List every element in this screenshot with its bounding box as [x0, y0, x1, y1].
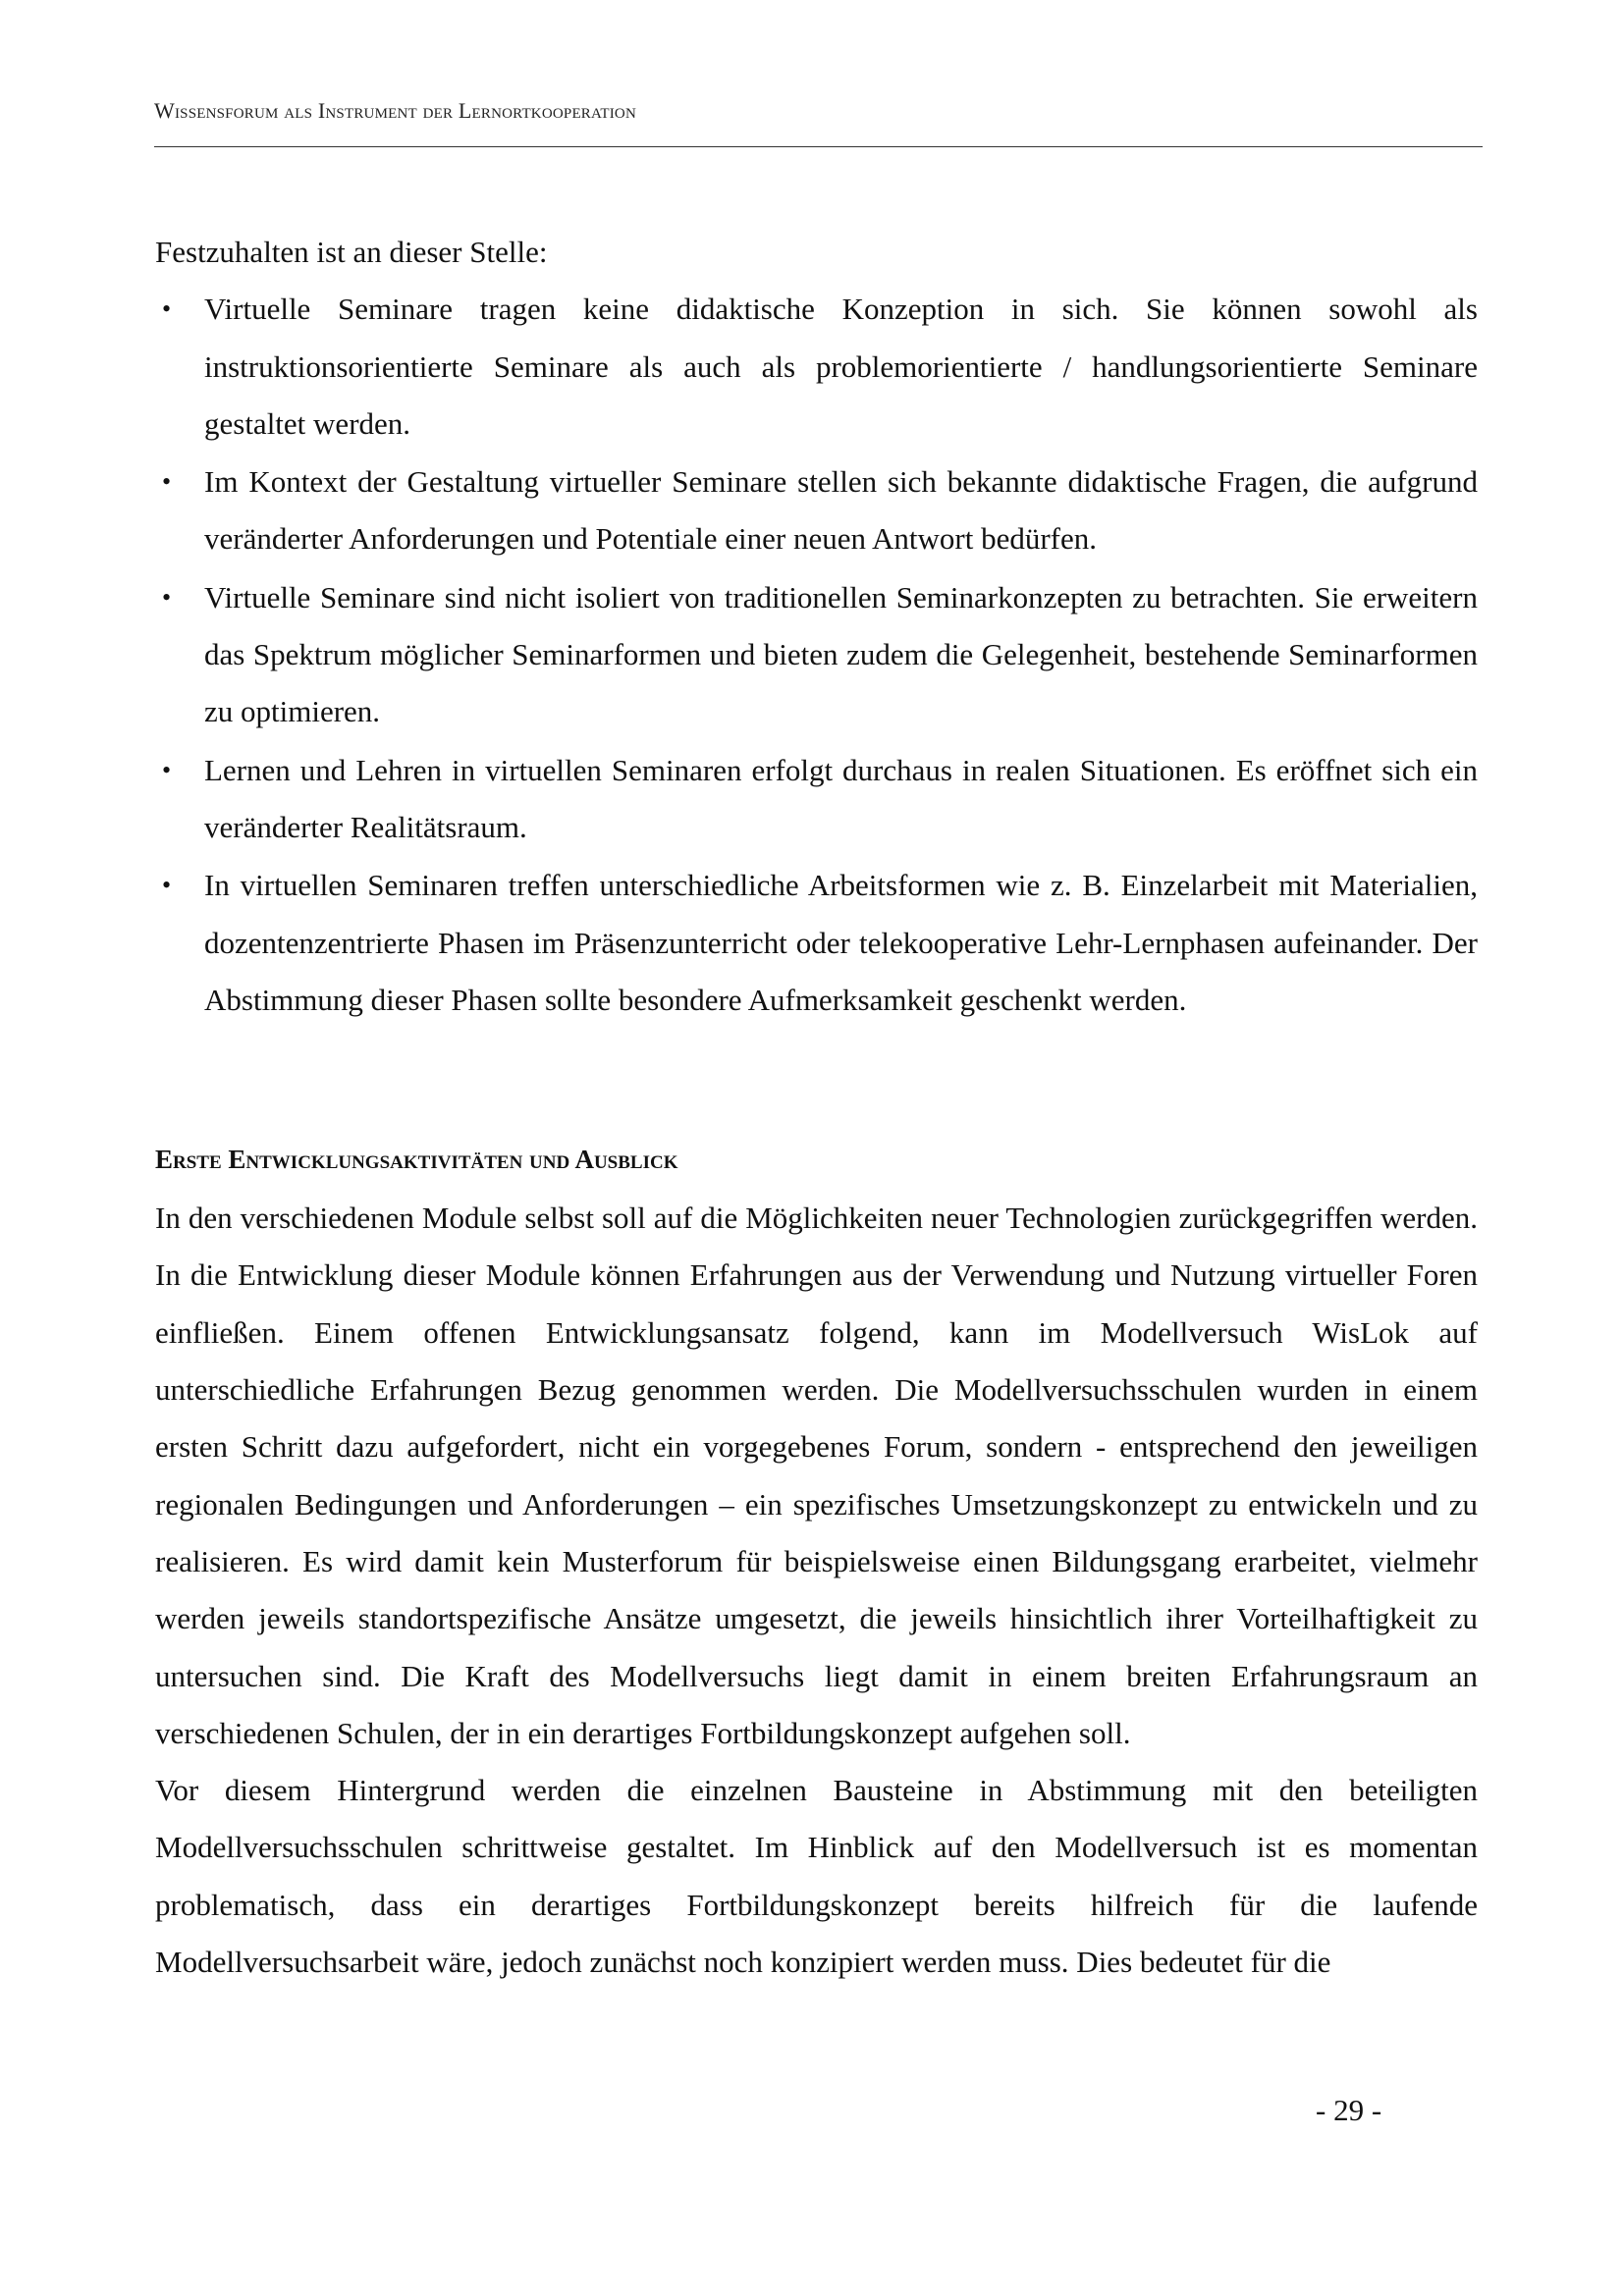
list-item	[155, 454, 1478, 568]
bullet-icon: •	[162, 294, 172, 324]
list-item-text: In virtuellen Seminaren treffen unterschiedliche Arbeitsformen wie z. B. Einzelarbeit mit Materialien, dozentenzentrierte Phasen im Präsenzunterricht oder telekooperative Lehr-Lernphasen aufeinander. Der Abstimmung dieser Phasen sollte besondere Aufmerksamkeit geschenkt werden.	[204, 868, 1478, 1017]
list-item	[155, 281, 1478, 453]
list-item	[155, 857, 1478, 1029]
list-item-text: Virtuelle Seminare sind nicht isoliert von traditionellen Seminarkonzepten zu betrachten. Sie erweitern das Spektrum möglicher Seminarformen und bieten zudem die Gelegenheit, bestehende Seminarformen zu optimieren.	[204, 579, 1478, 729]
list-item-text: Virtuelle Seminare tragen keine didaktische Konzeption in sich. Sie können sowohl als instruktionsorientierte Seminare als auch als problemorientierte / handlungsorientierte Seminare gestaltet werden.	[204, 292, 1478, 441]
list-item-text: Lernen und Lehren in virtuellen Seminaren erfolgt durchaus in realen Situationen. Es eröffnet sich ein veränderter Realitätsraum.	[204, 752, 1478, 844]
list-item-text: Im Kontext der Gestaltung virtueller Seminare stellen sich bekannte didaktische Fragen, die aufgrund veränderter Anforderungen und Potentiale einer neuen Antwort bedürfen.	[204, 464, 1478, 557]
list-item	[155, 742, 1478, 857]
list-item	[155, 569, 1478, 741]
page-number: - 29 -	[1316, 2093, 1382, 2127]
bullet-icon: •	[162, 467, 172, 497]
header-divider	[154, 146, 1483, 147]
bullet-icon: •	[162, 871, 172, 900]
intro-sentence: Festzuhalten ist an dieser Stelle:	[155, 235, 548, 269]
section-heading: Erste Entwicklungsaktivitäten und Ausblick	[155, 1145, 678, 1175]
bullet-icon: •	[162, 582, 172, 612]
bullet-icon: •	[162, 755, 172, 784]
running-header: Wissensforum als Instrument der Lernortkooperation	[154, 98, 637, 123]
page-body	[155, 224, 1478, 1991]
bullet-list	[155, 281, 1478, 1029]
body-paragraph: Vor diesem Hintergrund werden die einzelnen Bausteine in Abstimmung mit den beteiligten Modellversuchsschulen schrittweise gestaltet. Im Hinblick auf den Modellversuch ist es momentan problematisch, dass ein derartiges Fortbildungskonzept bereits hilfreich für die laufende Modellversuchsarbeit wäre, jedoch zunächst noch konzipiert werden muss. Dies bedeutet für die	[155, 1773, 1478, 1980]
body-paragraph: In den verschiedenen Module selbst soll auf die Möglichkeiten neuer Technologien zurückgegriffen werden. In die Entwicklung dieser Module können Erfahrungen aus der Verwendung und Nutzung virtueller Foren einfließen. Einem offenen Entwicklungsansatz folgend, kann im Modellversuch WisLok auf unterschiedliche Erfahrungen Bezug genommen werden. Die Modellversuchsschulen wurden in einem ersten Schritt dazu aufgefordert, nicht ein vorgegebenes Forum, sondern - entsprechend den jeweiligen regionalen Bedingungen und Anforderungen – ein spezifisches Umsetzungskonzept zu entwickeln und zu realisieren. Es wird damit kein Musterforum für beispielsweise einen Bildungsgang erarbeitet, vielmehr werden jeweils standortspezifische Ansätze umgesetzt, die jeweils hinsichtlich ihrer Vorteilhaftigkeit zu untersuchen sind. Die Kraft des Modellversuchs liegt damit in einem breiten Erfahrungsraum an verschiedenen Schulen, der in ein derartiges Fortbildungskonzept aufgehen soll.	[155, 1201, 1478, 1750]
